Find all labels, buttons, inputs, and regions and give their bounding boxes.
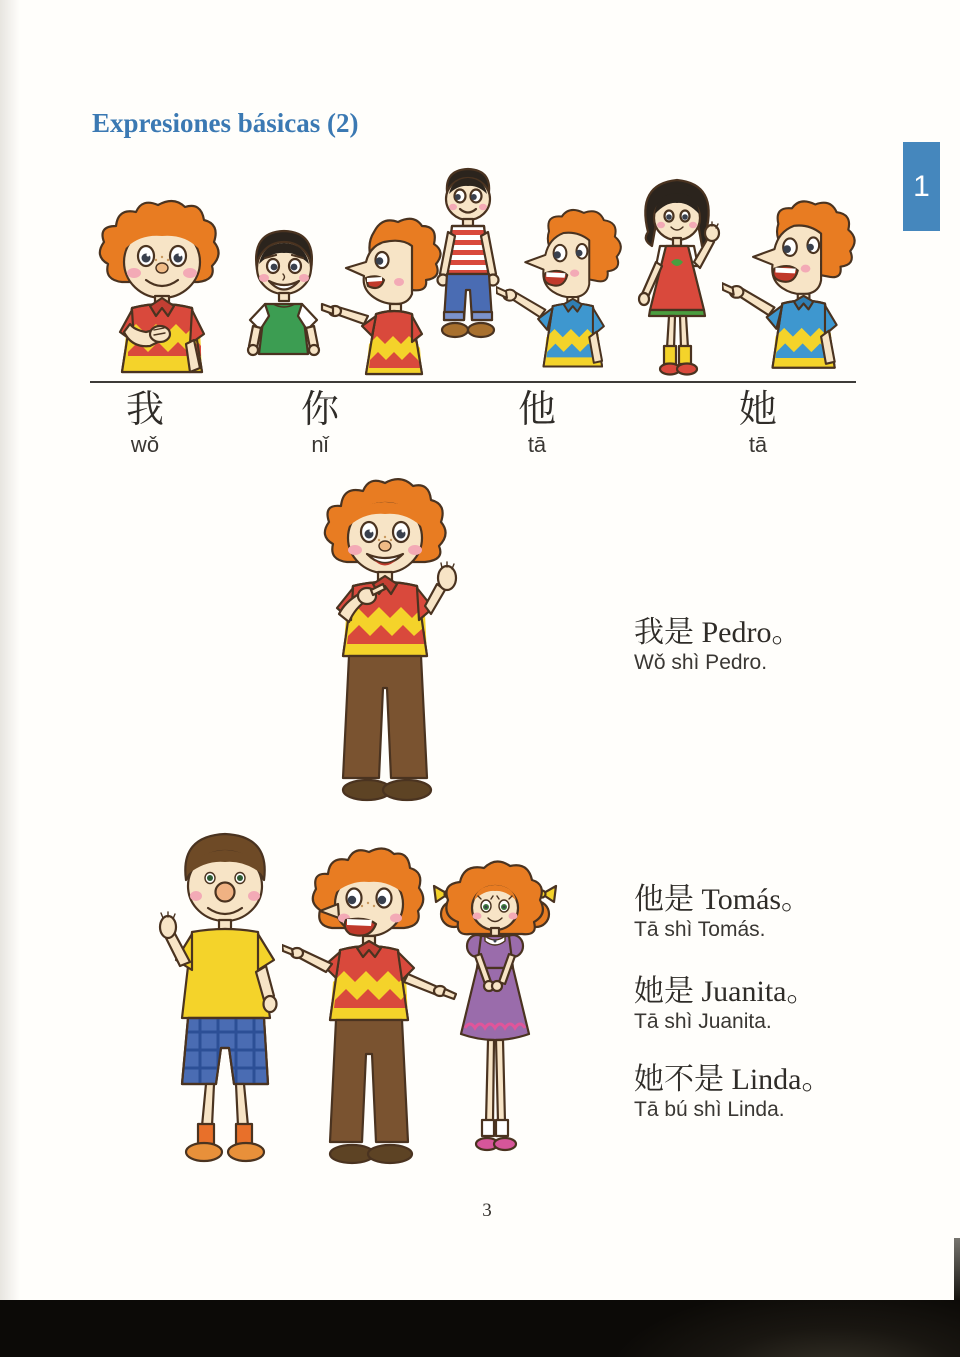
vocab-ta-she xyxy=(739,390,777,458)
tomas-waving-illustration xyxy=(148,826,303,1174)
pinyin-ta-he: tā xyxy=(527,431,547,457)
page-title: Expresiones básicas (2) xyxy=(92,108,359,138)
pinyin-ni: nǐ xyxy=(311,431,329,457)
juanita-hands-clasped-illustration xyxy=(432,856,558,1178)
boy-pedro-hand-on-chest-illustration xyxy=(88,196,240,380)
sentence-pedro-pinyin: Wǒ shì Pedro. xyxy=(634,651,768,674)
scan-bottom-edge xyxy=(0,1300,960,1357)
lesson-tab xyxy=(903,142,940,231)
divider-line xyxy=(90,381,856,383)
pinyin-wo: wǒ xyxy=(130,431,160,457)
sentence-tomas-hanzi: 他是 Tomás。 xyxy=(634,883,812,916)
pinyin-ta-she: tā xyxy=(748,431,768,457)
sentence-linda-hanzi: 她不是 Linda。 xyxy=(634,1063,832,1096)
sentence-linda-pinyin: Tā bú shì Linda. xyxy=(634,1098,785,1121)
boy-pedro-pointing-blue-illustration xyxy=(496,203,624,380)
sentence-tomas-pinyin: Tā shì Tomás. xyxy=(634,918,766,941)
sentence-pedro-hanzi: 我是 Pedro。 xyxy=(634,616,802,649)
boy-green-shirt-illustration xyxy=(237,222,330,379)
pedro-pointing-both-sides-illustration xyxy=(282,842,457,1178)
pedro-introducing-himself-illustration xyxy=(287,474,483,810)
vocab-wo xyxy=(126,390,164,458)
lesson-number: 1 xyxy=(913,169,930,203)
sentence-juanita-hanzi: 她是 Juanita。 xyxy=(634,975,817,1008)
hanzi-ta-she: 她 xyxy=(738,389,778,431)
girl-red-dress-illustration xyxy=(628,166,726,380)
hanzi-ni: 你 xyxy=(300,389,340,431)
sentence-juanita-pinyin: Tā shì Juanita. xyxy=(634,1010,772,1033)
hanzi-wo: 我 xyxy=(125,389,165,431)
scan-right-edge xyxy=(954,1238,960,1300)
vocab-ni xyxy=(301,390,339,458)
vocab-ta-he xyxy=(518,390,556,458)
boy-pedro-pointing-blue2-illustration xyxy=(722,196,858,380)
hanzi-ta-he: 他 xyxy=(517,389,557,431)
scan-left-shading xyxy=(0,0,20,1357)
page-number: 3 xyxy=(482,1200,492,1221)
